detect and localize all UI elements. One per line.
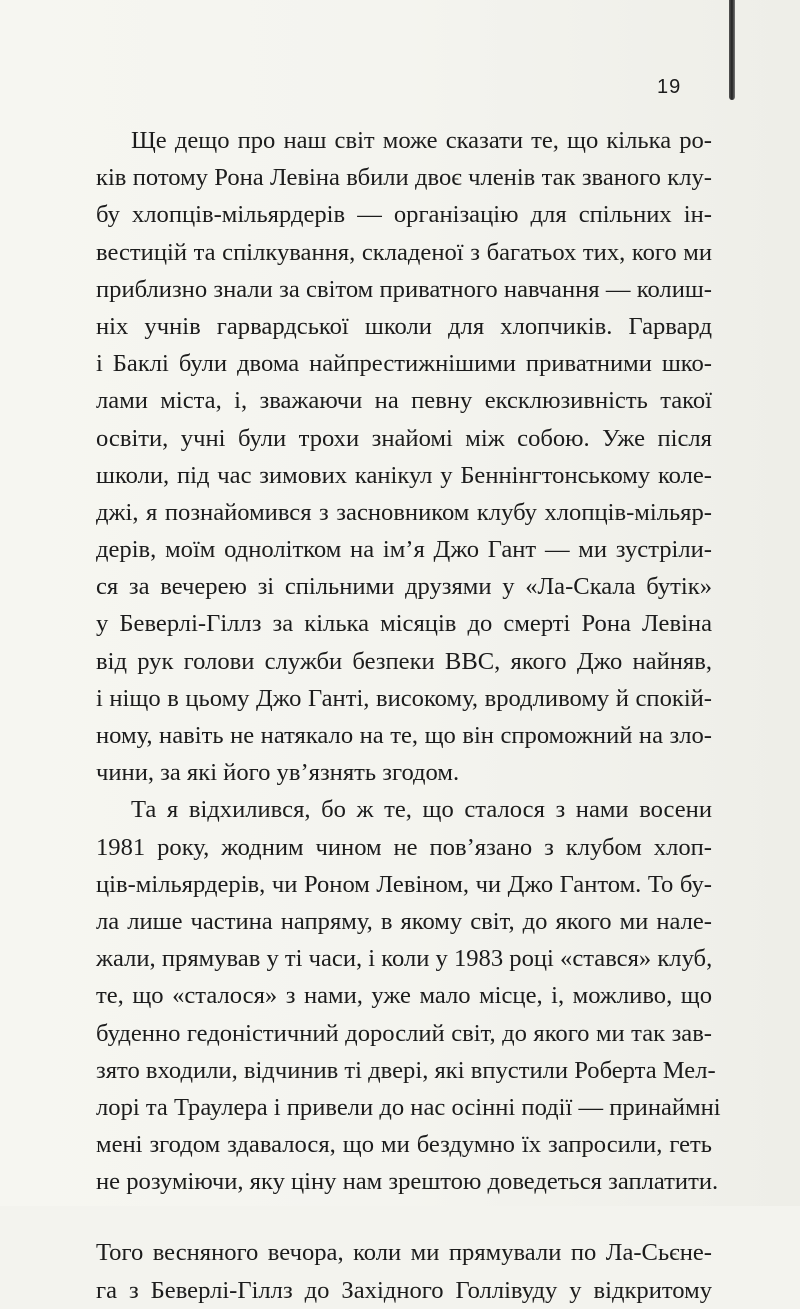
text-line: ся за вечерею зі спільними друзями у «Ла-Скала бутік» bbox=[96, 573, 712, 601]
page-number: 19 bbox=[657, 76, 682, 98]
text-line: Того весняного вечора, коли ми прямували по Ла-Сьєне- bbox=[96, 1239, 712, 1267]
text-line: у Беверлі-Гіллз за кілька місяців до смерті Рона Левіна bbox=[96, 610, 712, 638]
text-line: від рук голови служби безпеки ВВС, якого Джо найняв, bbox=[96, 647, 712, 675]
paragraph-1 bbox=[96, 122, 712, 791]
text-line: і Баклі були двома найпрестижнішими приватними шко- bbox=[96, 350, 712, 378]
text-line: джі, я познайомився з засновником клубу хлопців-мільяр- bbox=[96, 498, 712, 526]
text-line: мені згодом здавалося, що ми бездумно їх запросили, геть bbox=[96, 1131, 712, 1159]
page-edge-shadow bbox=[729, 0, 735, 100]
text-line: не розуміючи, яку ціну нам зрештою доведеться заплатити. bbox=[96, 1168, 719, 1196]
text-line: ному, навіть не натякало на те, що він спроможний на зло- bbox=[96, 722, 712, 749]
text-line: те, що «сталося» з нами, уже мало місце, і, можливо, що bbox=[96, 982, 712, 1010]
page-text bbox=[96, 122, 721, 1309]
text-line: ніх учнів гарвардської школи для хлопчиків. Гарвард bbox=[96, 312, 712, 340]
text-line: приблизно знали за світом приватного навчання — колиш- bbox=[96, 275, 712, 303]
text-line: освіти, учні були трохи знайомі між собою. Уже після bbox=[96, 424, 712, 452]
text-line: школи, під час зимових канікул у Беннінгтонському коле- bbox=[96, 461, 712, 489]
text-line: чини, за які його ув’язнять згодом. bbox=[96, 759, 460, 787]
paragraph-2 bbox=[96, 791, 721, 1200]
text-line: жали, прямував у ті часи, і коли у 1983 році «стався» клуб, bbox=[96, 945, 713, 973]
text-line: га з Беверлі-Гіллз до Західного Голлівуду у відкритому bbox=[96, 1276, 712, 1304]
text-line: ків потому Рона Левіна вбили двоє членів так званого клу- bbox=[96, 164, 712, 192]
text-line: буденно гедоністичний дорослий світ, до якого ми так зав- bbox=[96, 1019, 712, 1047]
paragraph-3 bbox=[96, 1234, 712, 1308]
text-line: лорі та Траулера і привели до нас осінні події — принаймні bbox=[96, 1093, 721, 1121]
text-line: бу хлопців-мільярдерів — організацію для спільних ін- bbox=[96, 201, 712, 229]
text-line: вестицій та спілкування, складеної з багатьох тих, кого ми bbox=[96, 238, 712, 266]
text-line: ла лише частина напряму, в якому світ, до якого ми нале- bbox=[96, 907, 712, 935]
text-line: ців-мільярдерів, чи Роном Левіном, чи Джо Гантом. То бу- bbox=[96, 870, 712, 898]
text-line: Та я відхилився, бо ж те, що сталося з нами восени bbox=[131, 796, 712, 824]
text-line: 1981 року, жодним чином не пов’язано з клубом хлоп- bbox=[96, 833, 712, 861]
text-line: зято входили, відчинив ті двері, які впустили Роберта Мел- bbox=[96, 1056, 716, 1084]
text-line: дерів, моїм однолітком на ім’я Джо Гант — ми зустріли- bbox=[96, 536, 712, 564]
text-line: і ніщо в цьому Джо Ганті, високому, вродливому й спокій- bbox=[96, 684, 712, 712]
text-line: лами міста, і, зважаючи на певну ексклюзивність такої bbox=[96, 387, 712, 415]
text-line: Ще дещо про наш світ може сказати те, що кілька ро- bbox=[131, 127, 712, 154]
